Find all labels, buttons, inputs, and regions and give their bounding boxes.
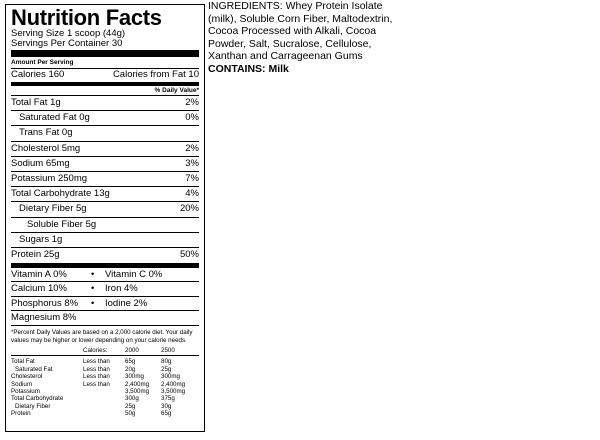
nutrient-dv: 7% (185, 172, 199, 184)
calories-from-fat: Calories from Fat 10 (112, 69, 199, 80)
nutrient-dv: 4% (185, 188, 199, 200)
nutrient-row (11, 157, 199, 172)
nutrient-dv: 50% (179, 248, 199, 260)
nutrient-row (11, 248, 199, 263)
servings-per-container: Servings Per Container 30 (11, 38, 123, 49)
vitamin-row (11, 268, 199, 282)
vitamin-a: Calcium 10% (11, 283, 67, 295)
nutrient-row (11, 233, 199, 248)
nutrient-row (11, 187, 199, 202)
nutrient-dv: 2% (185, 142, 199, 154)
bullet-separator: • (91, 283, 95, 295)
nutrient-name: Sodium 65mg (11, 157, 70, 169)
nutrient-row (11, 202, 199, 217)
vitamin-row (11, 311, 199, 325)
nutrient-row (11, 111, 199, 126)
reference-row: Sodium Less than 2,400mg 2,400mg (11, 380, 186, 388)
calories-row (11, 69, 199, 82)
reference-row: Cholesterol Less than 300mg 300mg (11, 373, 180, 381)
nutrient-dv: 20% (179, 203, 199, 215)
reference-row: Protein 50g 65g (11, 410, 172, 418)
reference-row: Potassium 3,500mg 3,500mg (11, 388, 186, 396)
bullet-separator: • (91, 269, 95, 281)
nutrient-row (11, 142, 199, 157)
nutrient-dv: 2% (185, 97, 199, 108)
nutrient-name: Sugars 1g (19, 233, 63, 245)
bullet-separator: • (91, 297, 95, 309)
calories: Calories 160 (11, 69, 65, 80)
nutrient-name: Soluble Fiber 5g (27, 218, 97, 230)
reference-row: Total Fat Less than 65g 80g (11, 358, 172, 366)
nutrient-row (11, 218, 199, 233)
allergen-contains: CONTAINS: Milk (208, 62, 289, 75)
serving-size: Serving Size 1 scoop (44g) (11, 28, 126, 39)
vitamin-row (11, 282, 199, 296)
amount-per-serving: Amount Per Serving (11, 59, 199, 69)
nutrient-name: Trans Fat 0g (19, 127, 73, 139)
nutrient-name: Total Fat 1g (11, 97, 61, 108)
nutrient-name: Saturated Fat 0g (19, 112, 90, 124)
ingredients-text: INGREDIENTS: Whey Protein Isolate (milk), Soluble Corn Fiber, Maltodextrin, Cocoa Processed with Alkali, Cocoa Powder, Salt, Sucralose, Cellulose, Xanthan and Carrageenan Gums (208, 0, 393, 62)
divider-thick (11, 50, 199, 57)
vitamin-a: Vitamin A 0% (11, 269, 67, 281)
nutrient-row (11, 126, 199, 141)
nutrient-name: Protein 25g (11, 248, 60, 260)
reference-header: Calories: 2000 2500 (11, 346, 199, 356)
nutrient-name: Dietary Fiber 5g (19, 203, 87, 215)
vitamin-row (11, 297, 199, 311)
reference-row: Total Carbohydrate 300g 375g (11, 395, 175, 403)
ingredients-panel (208, 0, 408, 75)
label-title: Nutrition Facts (11, 5, 162, 30)
nutrient-name: Cholesterol 5mg (11, 142, 81, 154)
reference-row: Dietary Fiber 25g 30g (15, 402, 172, 410)
vitamin-b: Iron 4% (105, 283, 138, 295)
nutrient-name: Total Carbohydrate 13g (11, 188, 110, 200)
reference-row: Saturated Fat Less than 20g 25g (15, 365, 172, 373)
daily-value-footnote: *Percent Daily Values are based on a 2,000 calorie diet. Your daily values may be higher or lower depending on your calorie needs. (11, 328, 193, 345)
reference-table (11, 346, 199, 417)
nutrient-row (11, 172, 199, 187)
vitamin-b: Iodine 2% (105, 297, 148, 309)
nutrient-dv: 3% (185, 157, 199, 169)
vitamin-b: Vitamin C 0% (105, 269, 163, 281)
nutrition-facts-label (5, 4, 205, 432)
vitamin-a: Magnesium 8% (11, 312, 77, 324)
nutrient-name: Potassium 250mg (11, 172, 88, 184)
daily-value-header: % Daily Value* (11, 86, 199, 96)
nutrient-row (11, 96, 199, 111)
nutrient-dv: 0% (185, 112, 199, 124)
vitamin-a: Phosphorus 8% (11, 297, 79, 309)
